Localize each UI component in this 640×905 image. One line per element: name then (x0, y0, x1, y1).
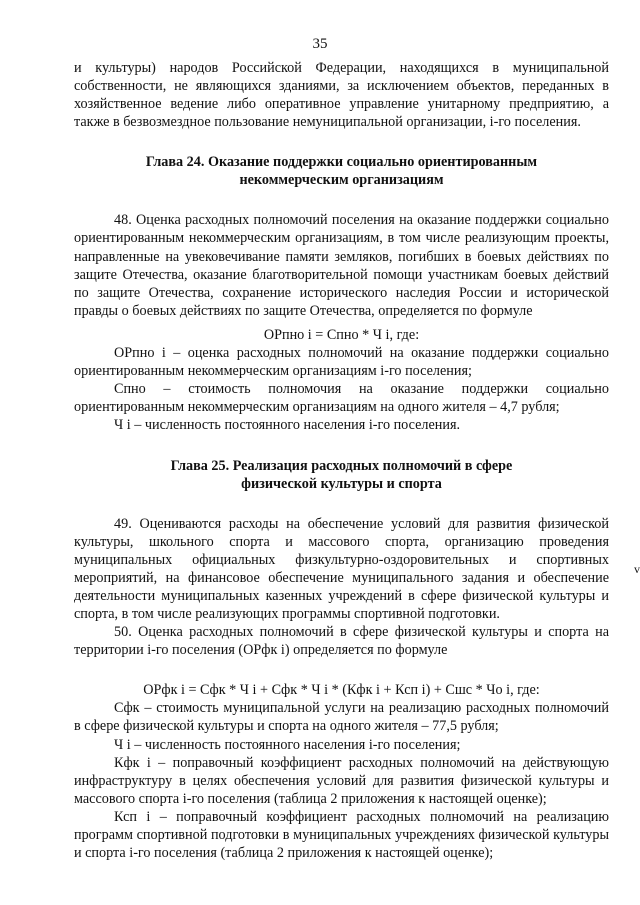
page-number: 35 (312, 36, 328, 52)
paragraph-49: 49. Оцениваются расходы на обеспечение условий для развития физической культуры, школьного спорта и массового спорта, организацию проведения муниципальных официальных физкультурно-оздоровительных и спортивных мероприятий, на финансовое обеспечение муниципального задания и обеспечение деятельности муниципальных казенных учреждений в сфере физической культуры и спорта, в том числе реализующих программы спортивной подготовки. (74, 515, 609, 622)
paragraph-48: 48. Оценка расходных полномочий поселения на оказание поддержки социально ориентированным некоммерческим организациям, в том числе реализующим проекты, направленные на увековечивание памяти земляков, погибших в боевых действиях по защите Отечества, оказание благотворительной помощи участникам боевых действий по защите Отечества, сохранение исторического наследия России и исторической правды о боевых действиях по защите Отечества, определяется по формуле (74, 212, 609, 319)
paragraph-50: 50. Оценка расходных полномочий в сфере физической культуры и спорта на территории i-го поселения (ОРфк i) определяется по формуле (74, 624, 609, 659)
chapter-24-title-line1: Глава 24. Оказание поддержки социально ориентированным (145, 154, 538, 171)
chapter-25-title-line1: Глава 25. Реализация расходных полномочий в сфере (170, 457, 513, 474)
definition-s-fk: Сфк – стоимость муниципальной услуги на реализацию расходных полномочий в сфере физической культуры и спорта на одного жителя – 77,5 рубля; (74, 700, 609, 735)
chapter-24-title-line2: некоммерческим организациям (239, 172, 444, 189)
formula-or-pno: ОРпно i = Спно * Ч i, где: (263, 326, 420, 343)
definition-ch: Ч i – численность постоянного населения i-го поселения. (114, 417, 461, 434)
chapter-25-title-line2: физической культуры и спорта (241, 475, 442, 492)
margin-mark: v (634, 562, 640, 576)
page-content (74, 59, 609, 862)
chapter-24-title (74, 153, 609, 189)
definition-k-sp: Ксп i – поправочный коэффициент расходных полномочий на реализацию программ спортивной подготовки в муниципальных учреждениях физической культуры и спорта i-го поселения (таблица 2 приложения к настоящей оценке); (74, 808, 609, 862)
definition-k-fk: Кфк i – поправочный коэффициент расходных полномочий на действующую инфраструктуру в целях обеспечения условий для развития физической культуры и массового спорта i-го поселения (таблица 2 приложения к настоящей оценке); (74, 754, 609, 807)
chapter-25-title (74, 457, 609, 493)
intro-paragraph: и культуры) народов Российской Федерации, находящихся в муниципальной собственности, не являющихся зданиями, за исключением объектов, переданных в хозяйственное ведение либо оперативное управление унитарному предприятию, а также в безвозмездное пользование немуниципальной организации, i-го поселения. (74, 60, 609, 131)
definition-s-pno: Спно – стоимость полномочия на оказание поддержки социально ориентированным некоммерческим организациям на одного жителя – 4,7 рубля; (74, 381, 609, 416)
formula-or-fk: ОРфк i = Сфк * Ч i + Сфк * Ч i * (Кфк i + Ксп i) + Сшс * Чо i, где: (143, 682, 540, 699)
definition-or-pno: ОРпно i – оценка расходных полномочий на оказание поддержки социально ориентированным некоммерческим организациям i-го поселения; (74, 345, 609, 380)
definition-ch-fk: Ч i – численность постоянного населения i-го поселения; (114, 736, 461, 753)
